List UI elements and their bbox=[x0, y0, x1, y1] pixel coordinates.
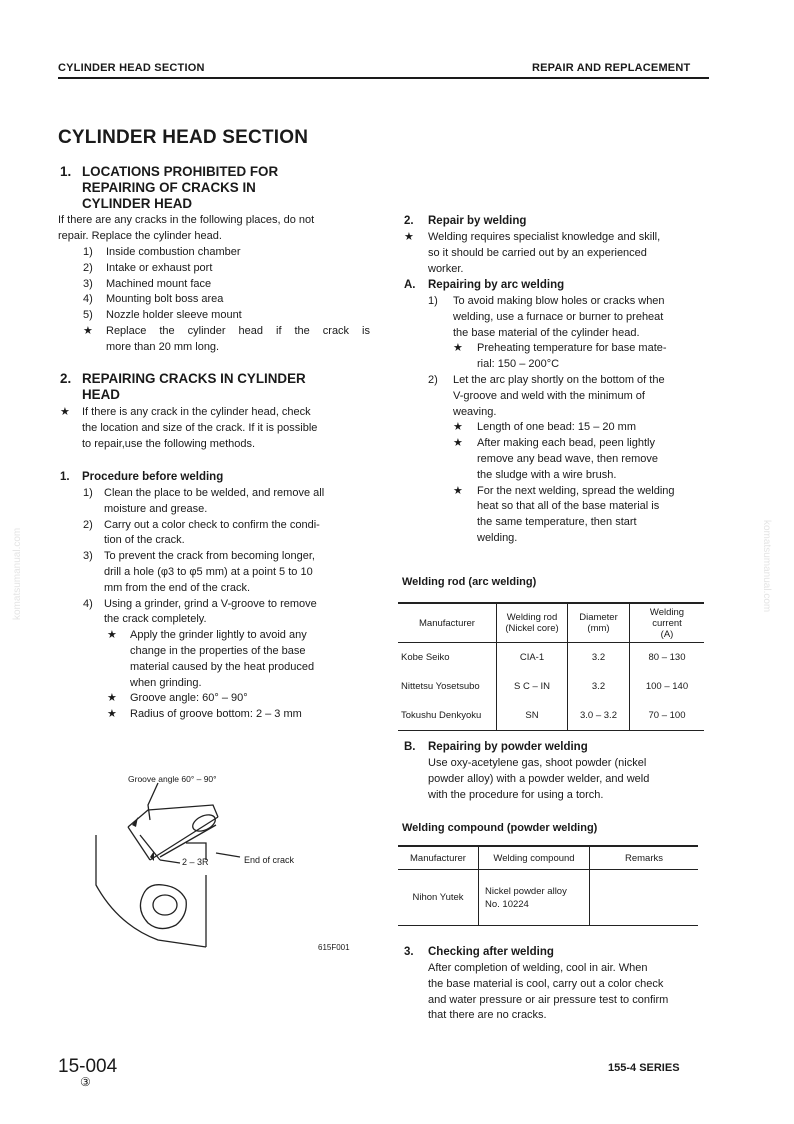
item-line: the crack completely. bbox=[104, 613, 207, 626]
note-item bbox=[453, 341, 708, 373]
item-line: mm from the end of the crack. bbox=[104, 581, 251, 594]
item-number: 1) bbox=[83, 246, 93, 258]
repair-note bbox=[404, 230, 708, 277]
note-line: change in the properties of the base bbox=[130, 644, 306, 657]
table-row bbox=[398, 870, 698, 926]
table-cell: Kobe Seiko bbox=[398, 643, 497, 673]
item-number: 3) bbox=[83, 277, 93, 290]
page-number: 15-004 bbox=[58, 1056, 118, 1077]
item-number: 3) bbox=[83, 550, 93, 563]
powder-text bbox=[428, 756, 708, 803]
checking-heading bbox=[404, 945, 554, 960]
list-item bbox=[80, 597, 366, 629]
item-line: Let the arc play shortly on the bottom of the bbox=[453, 373, 665, 386]
procedure-number: 1. bbox=[60, 471, 70, 483]
welding-compound-table bbox=[398, 845, 698, 926]
list-item bbox=[80, 261, 370, 277]
rod-header-rod: Welding rod (Nickel core) bbox=[497, 603, 568, 643]
list-item bbox=[80, 549, 366, 596]
table-cell: SN bbox=[497, 701, 568, 731]
heading-line: REPAIRING OF CRACKS IN bbox=[82, 180, 256, 195]
powder-heading bbox=[404, 740, 588, 755]
section-1-list bbox=[80, 245, 370, 356]
table-cell: 3.2 bbox=[568, 672, 630, 701]
intro-line: repair. Replace the cylinder head. bbox=[58, 229, 222, 242]
header-section-title: CYLINDER HEAD SECTION bbox=[58, 62, 205, 74]
item-line: moisture and grease. bbox=[104, 502, 208, 515]
table-cell: Nittetsu Yosetsubo bbox=[398, 672, 497, 701]
repair-number: 2. bbox=[404, 215, 414, 227]
text-line: Use oxy-acetylene gas, shoot powder (nickel bbox=[428, 757, 647, 769]
compound-table bbox=[398, 845, 698, 926]
item-line: the base material of the cylinder head. bbox=[453, 326, 640, 339]
item-number: 2) bbox=[428, 373, 438, 386]
star-icon: ★ bbox=[83, 324, 93, 337]
star-icon: ★ bbox=[453, 484, 463, 497]
groove-figure bbox=[88, 765, 368, 965]
item-line: Carry out a color check to confirm the condi- bbox=[104, 518, 320, 531]
item-line: Clean the place to be welded, and remove all bbox=[104, 487, 325, 499]
table-cell: 100 – 140 bbox=[630, 672, 705, 701]
star-icon: ★ bbox=[60, 406, 70, 418]
figure-code: 615F001 bbox=[318, 943, 350, 952]
table-cell: Nickel powder alloy No. 10224 bbox=[479, 870, 590, 926]
table-cell: Nihon Yutek bbox=[398, 870, 479, 926]
section-2-number: 2. bbox=[60, 371, 72, 386]
text-line: that there are no cracks. bbox=[428, 1009, 547, 1022]
note-line: the sludge with a wire brush. bbox=[477, 468, 617, 481]
list-item bbox=[80, 518, 366, 550]
star-icon: ★ bbox=[453, 342, 463, 355]
heading-line: HEAD bbox=[82, 387, 120, 402]
checking-text bbox=[428, 961, 710, 1024]
note-item bbox=[104, 628, 366, 691]
table-cell: Tokushu Denkyoku bbox=[398, 701, 497, 731]
item-number: 1) bbox=[83, 487, 93, 499]
table-cell: 70 – 100 bbox=[630, 701, 705, 731]
item-line: tion of the crack. bbox=[104, 534, 185, 547]
rod-table bbox=[398, 602, 704, 731]
arc-letter: A. bbox=[404, 279, 416, 291]
list-item bbox=[80, 277, 370, 293]
item-text: Mounting bolt boss area bbox=[106, 293, 224, 306]
procedure-list bbox=[80, 486, 366, 723]
compound-header-manufacturer: Manufacturer bbox=[398, 846, 479, 870]
table-row bbox=[398, 672, 704, 701]
star-icon: ★ bbox=[107, 692, 117, 705]
arc-list bbox=[428, 294, 708, 547]
note-item bbox=[453, 420, 708, 436]
item-text: Inside combustion chamber bbox=[106, 246, 241, 258]
powder-title: Repairing by powder welding bbox=[428, 741, 588, 753]
checking-title: Checking after welding bbox=[428, 946, 554, 958]
repair-title: Repair by welding bbox=[428, 215, 527, 227]
item-line: V-groove and weld with the minimum of bbox=[453, 389, 645, 402]
heading-line: LOCATIONS PROHIBITED FOR bbox=[82, 164, 279, 179]
heading-line: CYLINDER HEAD bbox=[82, 196, 193, 211]
note-line: the location and size of the crack. If it is possible bbox=[82, 421, 318, 434]
note-line: Radius of groove bottom: 2 – 3 mm bbox=[130, 708, 302, 721]
table-cell: S C – IN bbox=[497, 672, 568, 701]
list-item bbox=[80, 486, 366, 518]
header-rule bbox=[58, 77, 709, 79]
procedure-title: Procedure before welding bbox=[82, 471, 224, 483]
table-row bbox=[398, 701, 704, 731]
compound-header-compound: Welding compound bbox=[479, 846, 590, 870]
arc-heading bbox=[404, 278, 564, 293]
list-item bbox=[80, 245, 370, 261]
star-icon: ★ bbox=[453, 437, 463, 450]
section-1-heading bbox=[82, 164, 368, 212]
note-line: when grinding. bbox=[130, 676, 202, 689]
powder-letter: B. bbox=[404, 741, 416, 753]
item-line: drill a hole (φ3 to φ5 mm) at a point 5 to 10 bbox=[104, 565, 313, 578]
cylinder-head-drawing bbox=[88, 765, 368, 965]
section-1 bbox=[58, 164, 368, 212]
item-number: 4) bbox=[83, 597, 93, 610]
item-text: Intake or exhaust port bbox=[106, 261, 213, 274]
series-label: 155-4 SERIES bbox=[608, 1062, 680, 1074]
item-number: 1) bbox=[428, 295, 438, 307]
rod-header-current: Welding current (A) bbox=[630, 603, 705, 643]
note-item bbox=[104, 707, 366, 723]
checking-number: 3. bbox=[404, 946, 414, 958]
note-line: For the next welding, spread the welding bbox=[477, 484, 675, 497]
note-item bbox=[453, 484, 708, 547]
star-icon: ★ bbox=[453, 421, 463, 434]
note-item bbox=[453, 436, 708, 483]
table-cell: 80 – 130 bbox=[630, 643, 705, 673]
note-line: Replace the cylinder head if the crack is bbox=[106, 324, 370, 337]
text-line: After completion of welding, cool in air. When bbox=[428, 962, 648, 974]
note-line: If there is any crack in the cylinder head, check bbox=[82, 406, 311, 418]
figure-label-radius: 2 – 3R bbox=[182, 857, 209, 867]
welding-rod-table bbox=[398, 602, 704, 731]
list-item bbox=[80, 292, 370, 308]
rod-header-manufacturer: Manufacturer bbox=[398, 603, 497, 643]
compound-header-remarks: Remarks bbox=[590, 846, 699, 870]
table-cell: 3.0 – 3.2 bbox=[568, 701, 630, 731]
section-1-intro bbox=[58, 213, 368, 245]
header-chapter-title: REPAIR AND REPLACEMENT bbox=[532, 62, 691, 74]
list-item bbox=[80, 308, 370, 324]
item-text: Nozzle holder sleeve mount bbox=[106, 309, 242, 322]
item-line: weaving. bbox=[453, 405, 497, 418]
note-line: heat so that all of the base material is bbox=[477, 500, 660, 513]
list-item bbox=[428, 373, 708, 420]
table-cell: 3.2 bbox=[568, 643, 630, 673]
note-item bbox=[80, 324, 370, 356]
item-line: To avoid making blow holes or cracks when bbox=[453, 295, 665, 307]
note-line: more than 20 mm long. bbox=[106, 340, 220, 353]
note-line: Apply the grinder lightly to avoid any bbox=[130, 629, 307, 642]
note-line: so it should be carried out by an experienced bbox=[428, 246, 647, 259]
item-number: 2) bbox=[83, 518, 93, 531]
rod-header-diameter: Diameter (mm) bbox=[568, 603, 630, 643]
note-line: remove any bead wave, then remove bbox=[477, 452, 658, 465]
item-line: To prevent the crack from becoming longer, bbox=[104, 550, 315, 563]
table-cell bbox=[590, 870, 699, 926]
section-2-note bbox=[58, 405, 368, 452]
watermark-left: komatsumanual.com bbox=[12, 527, 23, 620]
table-row bbox=[398, 643, 704, 673]
note-line: to repair,use the following methods. bbox=[82, 437, 256, 450]
note-line: After making each bead, peen lightly bbox=[477, 437, 655, 450]
note-line: Welding requires specialist knowledge and skill, bbox=[428, 231, 661, 243]
item-number: 4) bbox=[83, 293, 93, 306]
text-line: the base material is cool, carry out a color check bbox=[428, 977, 664, 990]
note-line: the same temperature, then start bbox=[477, 516, 637, 529]
section-2-heading bbox=[82, 371, 368, 403]
table-cell: CIA-1 bbox=[497, 643, 568, 673]
star-icon: ★ bbox=[107, 629, 117, 642]
note-line: Length of one bead: 15 – 20 mm bbox=[477, 421, 637, 434]
section-2 bbox=[58, 371, 368, 403]
figure-label-end: End of crack bbox=[244, 855, 295, 865]
item-number: 2) bbox=[83, 261, 93, 274]
item-number: 5) bbox=[83, 309, 93, 322]
repair-heading bbox=[404, 214, 526, 229]
procedure-heading bbox=[58, 470, 223, 485]
revision-mark: ③ bbox=[80, 1075, 91, 1089]
star-icon: ★ bbox=[107, 708, 117, 721]
section-1-number: 1. bbox=[60, 164, 72, 179]
watermark-right: komatsumanual.com bbox=[761, 520, 772, 613]
note-line: Groove angle: 60° – 90° bbox=[130, 692, 248, 705]
page-title: CYLINDER HEAD SECTION bbox=[58, 127, 309, 148]
note-line: material caused by the heat produced bbox=[130, 660, 315, 673]
star-icon: ★ bbox=[404, 231, 414, 243]
note-line: worker. bbox=[428, 262, 464, 275]
intro-line: If there are any cracks in the following places, do not bbox=[58, 214, 315, 226]
arc-title: Repairing by arc welding bbox=[428, 279, 565, 291]
rod-table-caption: Welding rod (arc welding) bbox=[402, 576, 537, 588]
note-line: rial: 150 – 200°C bbox=[477, 358, 560, 371]
text-line: and water pressure or air pressure test to confirm bbox=[428, 993, 669, 1006]
text-line: powder alloy) with a powder welder, and weld bbox=[428, 772, 650, 785]
figure-label-angle: Groove angle 60° – 90° bbox=[128, 774, 217, 784]
item-line: welding, use a furnace or burner to preheat bbox=[453, 310, 664, 323]
note-line: Preheating temperature for base mate- bbox=[477, 342, 667, 355]
item-text: Machined mount face bbox=[106, 277, 212, 290]
item-line: Using a grinder, grind a V-groove to remove bbox=[104, 597, 317, 610]
text-line: with the procedure for using a torch. bbox=[428, 788, 604, 801]
heading-line: REPAIRING CRACKS IN CYLINDER bbox=[82, 371, 306, 386]
list-item bbox=[428, 294, 708, 341]
note-item bbox=[104, 691, 366, 707]
note-line: welding. bbox=[477, 531, 518, 544]
compound-table-caption: Welding compound (powder welding) bbox=[402, 822, 598, 834]
